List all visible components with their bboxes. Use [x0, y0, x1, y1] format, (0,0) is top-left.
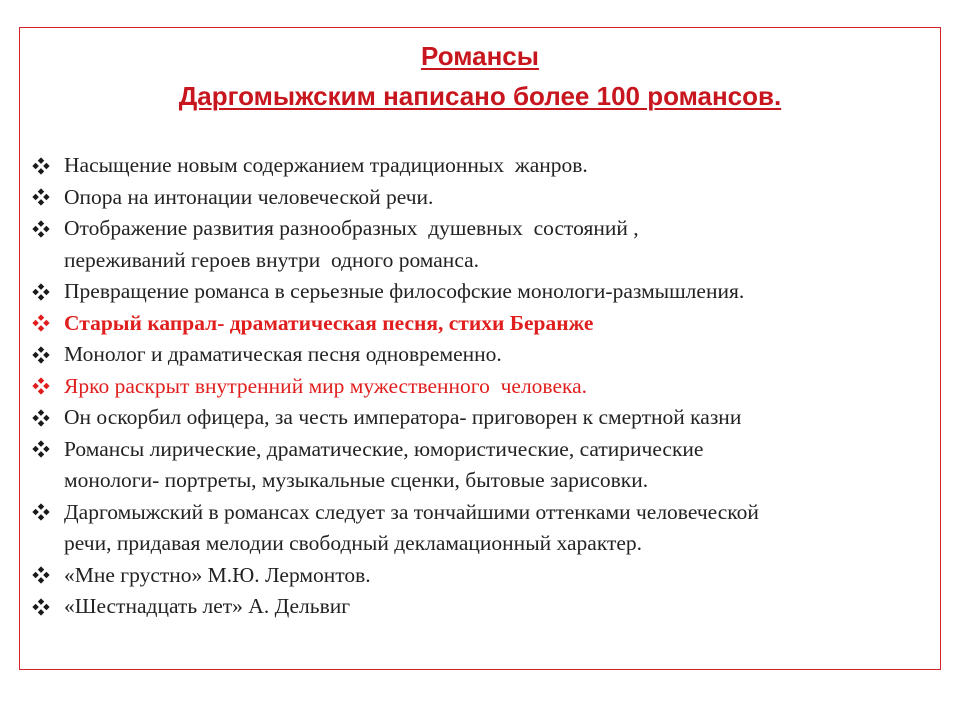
diamond-bullet-icon	[30, 591, 64, 623]
bullet-item	[30, 591, 935, 623]
bullet-line: Старый капрал- драматическая песня, стихи Беранже	[64, 310, 594, 335]
title-block	[19, 36, 941, 116]
slide-title: Романсы	[421, 41, 539, 71]
bullet-line: Ярко раскрыт внутренний мир мужественного человека.	[64, 373, 588, 398]
bullet-line: речи, придавая мелодии свободный декламационный характер.	[64, 531, 643, 555]
diamond-bullet-icon	[30, 276, 64, 308]
diamond-bullet-icon	[30, 402, 64, 434]
bullet-line: Он оскорбил офицера, за честь императора- приговорен к смертной казни	[64, 405, 742, 429]
bullet-item	[30, 276, 935, 308]
bullet-text	[64, 213, 935, 276]
bullet-text	[64, 182, 935, 214]
bullet-line: переживаний героев внутри одного романса.	[64, 247, 480, 272]
bullet-text	[64, 434, 935, 497]
bullet-line: Превращение романса в серьезные философские монологи-размышления.	[64, 279, 745, 303]
bullet-item	[30, 497, 935, 560]
bullet-item	[30, 308, 935, 340]
diamond-bullet-icon	[30, 308, 64, 340]
slide-subtitle: Даргомыжским написано более 100 романсов.	[178, 81, 782, 111]
bullet-item	[30, 560, 935, 592]
bullet-text	[64, 150, 935, 182]
diamond-bullet-icon	[30, 213, 64, 245]
bullet-text	[64, 402, 935, 434]
bullet-text	[64, 371, 935, 403]
bullet-line: Романсы лирические, драматические, юмористические, сатирические	[64, 436, 704, 461]
bullet-item	[30, 150, 935, 182]
bullet-list	[30, 150, 935, 623]
diamond-bullet-icon	[30, 434, 64, 466]
bullet-line: Даргомыжский в романсах следует за тончайшими оттенками человеческой	[64, 499, 759, 524]
bullet-line: Отображение развития разнообразных душевных состояний ,	[64, 216, 639, 240]
bullet-text	[64, 591, 935, 623]
bullet-line: «Мне грустно» М.Ю. Лермонтов.	[64, 562, 371, 587]
bullet-line: «Шестнадцать лет» А. Дельвиг	[64, 594, 351, 618]
bullet-item	[30, 182, 935, 214]
bullet-text	[64, 339, 935, 371]
bullet-text	[64, 560, 935, 592]
diamond-bullet-icon	[30, 497, 64, 529]
bullet-item	[30, 213, 935, 276]
bullet-item	[30, 339, 935, 371]
diamond-bullet-icon	[30, 560, 64, 592]
bullet-text	[64, 497, 935, 560]
bullet-item	[30, 434, 935, 497]
bullet-line: Насыщение новым содержанием традиционных жанров.	[64, 153, 588, 177]
diamond-bullet-icon	[30, 371, 64, 403]
bullet-item	[30, 402, 935, 434]
bullet-item	[30, 371, 935, 403]
bullet-text	[64, 308, 935, 340]
diamond-bullet-icon	[30, 182, 64, 214]
bullet-line: монологи- портреты, музыкальные сценки, бытовые зарисовки.	[64, 468, 649, 492]
diamond-bullet-icon	[30, 339, 64, 371]
diamond-bullet-icon	[30, 150, 64, 182]
bullet-text	[64, 276, 935, 308]
bullet-line: Монолог и драматическая песня одновременно.	[64, 342, 502, 366]
bullet-line: Опора на интонации человеческой речи.	[64, 184, 434, 209]
